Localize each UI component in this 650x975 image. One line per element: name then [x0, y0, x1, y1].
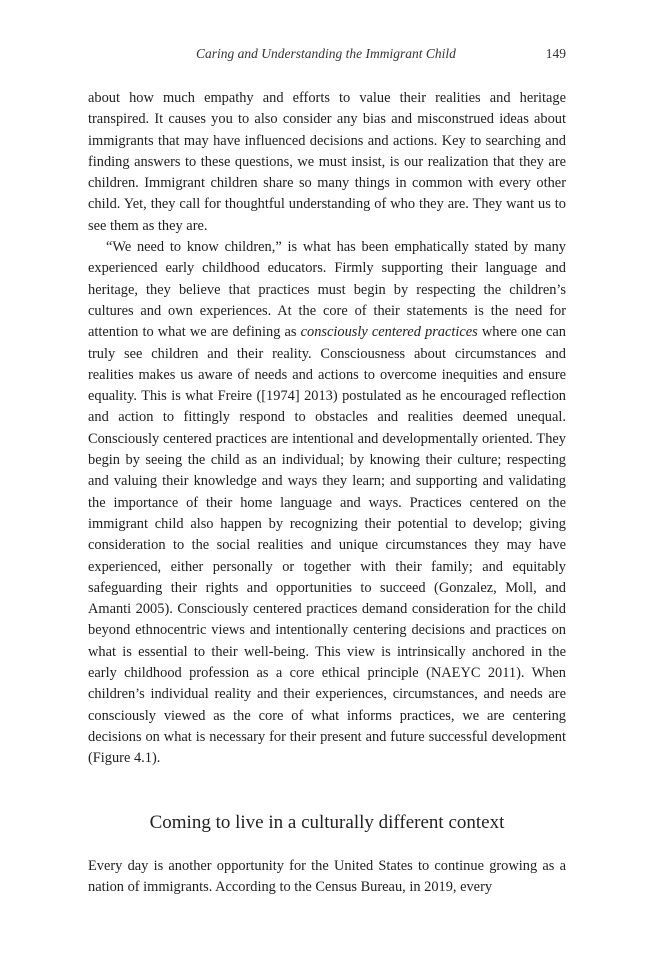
section-paragraph: Every day is another opportunity for the United States to continue growing as a nation of immigrants. According to the Census Bureau, in 2019, every [88, 858, 566, 896]
body-text [88, 88, 566, 770]
paragraph-1: about how much empathy and efforts to value their realities and heritage transpired. It causes you to also consider any bias and misconstrued ideas about immigrants that may have influenced decisions and actions. Key to searching and finding answers to these questions, we must insist, is our realization that they are children. Immigrant children share so many things in common with every other child. Yet, they call for thoughtful understanding of who they are. They want us to see them as they are. [88, 90, 566, 234]
page-number: 149 [545, 46, 566, 61]
paragraph-2-text-start: “We need to know children,” is what has been emphatically stated by many experienced early childhood educators. Firmly supporting their language and heritage, they believe that practices must begin by respecting the children’s cultures and own experiences. At the core of their statements is the need for attention to what we are defining as [88, 239, 566, 341]
running-head [88, 44, 566, 64]
paragraph-2 [88, 237, 566, 769]
emphasized-term: consciously centered practices [300, 324, 478, 341]
running-title: Caring and Understanding the Immigrant Child [196, 46, 456, 61]
section-heading: Coming to live in a culturally different context [149, 812, 505, 833]
paragraph-2-text-end: where one can truly see children and their reality. Consciousness about circumstances and realities makes us aware of needs and actions to overcome inequities and ensure equality. This is what Freire ([1974] 2013) postulated as he encouraged reflection and action to fittingly respond to obstacles and realities deemed unequal. Consciously centered practices are intentional and developmentally oriented. They begin by seeing the child as an individual; by knowing their culture; respecting and valuing their knowledge and ways they learn; and supporting and validating the importance of their home language and ways. Practices centered on the immigrant child also happen by recognizing their potential to develop; giving consideration to the social realities and unique circumstances they may have experienced, either personally or together with their family; and equitably safeguarding their rights and opportunities to succeed (Gonzalez, Moll, and Amanti 2005). Consciously centered practices demand consideration for the child beyond ethnocentric views and intentionally centering decisions and practices on what is essential to their well-being. This view is intrinsically anchored in the early childhood profession as a core ethical principle (NAEYC 2011). When children’s individual reality and their experiences, circumstances, and needs are consciously viewed as the core of what informs practices, we are centering decisions on what is necessary for their present and future successful development (Figure 4.1). [88, 324, 566, 767]
